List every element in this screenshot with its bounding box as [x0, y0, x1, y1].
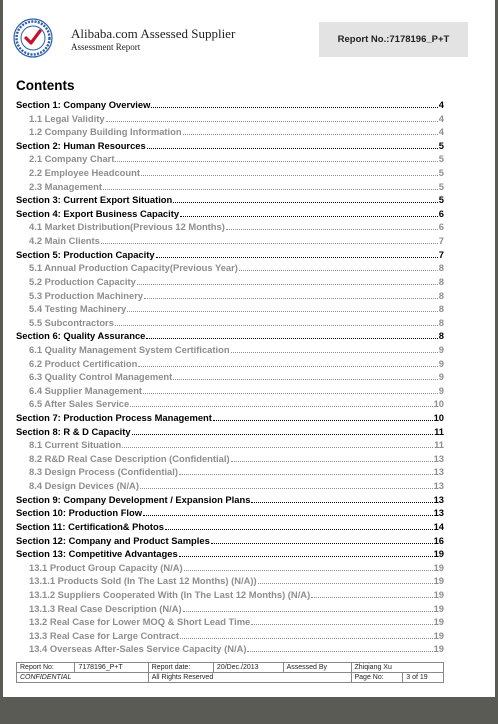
toc-entry-label: Section 2: Human Resources: [16, 139, 146, 151]
toc-entry-page: 19: [433, 548, 444, 560]
toc-subsection-entry[interactable]: [16, 302, 444, 316]
toc-section-entry[interactable]: [16, 411, 444, 425]
toc-dot-leader: [130, 397, 432, 407]
toc-dot-leader: [251, 615, 432, 625]
toc-dot-leader: [106, 112, 438, 122]
footer-page-no-value: 3 of 19: [403, 673, 444, 683]
toc-entry-page: 19: [433, 588, 444, 600]
toc-dot-leader: [231, 452, 433, 462]
toc-entry-label: Section 8: R & D Capacity: [16, 425, 131, 437]
toc-subsection-entry[interactable]: [16, 343, 444, 357]
toc-subsection-entry[interactable]: [16, 615, 444, 629]
page-footer: [16, 662, 444, 683]
toc-subsection-entry[interactable]: [16, 180, 444, 194]
toc-entry-page: 9: [438, 357, 444, 369]
toc-dot-leader: [179, 465, 433, 475]
toc-entry-label: 6.2 Product Certification: [29, 357, 138, 369]
toc-entry-page: 10: [433, 398, 444, 410]
toc-entry-label: Section 5: Production Capacity: [16, 248, 155, 260]
toc-entry-label: Section 6: Quality Assurance: [16, 330, 146, 342]
toc-subsection-entry[interactable]: [16, 642, 444, 656]
toc-subsection-entry[interactable]: [16, 289, 444, 303]
toc-dot-leader: [156, 248, 438, 258]
toc-entry-page: 19: [433, 602, 444, 614]
toc-section-entry[interactable]: [16, 98, 444, 112]
toc-entry-page: 8: [438, 316, 444, 328]
toc-entry-label: Section 7: Production Process Management: [16, 412, 212, 424]
toc-entry-page: 19: [433, 616, 444, 628]
toc-entry-page: 16: [433, 534, 444, 546]
toc-entry-label: 13.1.3 Real Case Description (N/A): [29, 602, 182, 614]
toc-entry-label: 1.1 Legal Validity: [29, 112, 105, 124]
toc-entry-label: Section 4: Export Business Capacity: [16, 207, 180, 219]
toc-entry-label: Section 1: Company Overview: [16, 99, 151, 110]
toc-entry-page: 8: [438, 330, 444, 342]
toc-subsection-entry[interactable]: [16, 112, 444, 126]
toc-subsection-entry[interactable]: [16, 370, 444, 384]
toc-entry-page: 9: [438, 343, 444, 355]
toc-section-entry[interactable]: [16, 547, 444, 561]
toc-entry-page: 9: [438, 384, 444, 396]
toc-dot-leader: [179, 547, 433, 557]
toc-subsection-entry[interactable]: [16, 561, 444, 575]
toc-entry-page: 13: [433, 493, 444, 505]
toc-dot-leader: [180, 629, 433, 639]
toc-dot-leader: [147, 139, 438, 149]
toc-section-entry[interactable]: [16, 493, 444, 507]
toc-entry-label: 2.1 Company Chart: [29, 153, 115, 165]
toc-subsection-entry[interactable]: [16, 452, 444, 466]
toc-dot-leader: [173, 193, 438, 203]
toc-entry-page: 8: [438, 303, 444, 315]
toc-entry-label: 5.3 Production Machinery: [29, 289, 144, 301]
toc-entry-label: 2.3 Management: [29, 180, 102, 192]
toc-dot-leader: [127, 302, 438, 312]
toc-subsection-entry[interactable]: [16, 152, 444, 166]
toc-entry-label: 8.2 R&D Real Case Description (Confidential): [29, 452, 230, 464]
toc-entry-label: 13.1 Product Group Capacity (N/A): [29, 561, 183, 573]
toc-entry-page: 4: [438, 99, 444, 110]
toc-entry-label: 5.5 Subcontractors: [29, 316, 114, 328]
toc-entry-label: Section 13: Competitive Advantages: [16, 548, 178, 560]
toc-entry-label: 2.2 Employee Headcount: [29, 167, 140, 179]
toc-entry-label: 5.1 Annual Production Capacity(Previous Year): [29, 262, 238, 274]
toc-entry-page: 13: [433, 507, 444, 519]
toc-subsection-entry[interactable]: [16, 397, 444, 411]
toc-subsection-entry[interactable]: [16, 602, 444, 616]
toc-subsection-entry[interactable]: [16, 574, 444, 588]
toc-section-entry[interactable]: [16, 425, 444, 439]
toc-entry-page: 8: [438, 275, 444, 287]
toc-subsection-entry[interactable]: [16, 166, 444, 180]
toc-subsection-entry[interactable]: [16, 629, 444, 643]
contents-heading: Contents: [16, 78, 75, 93]
toc-dot-leader: [138, 357, 437, 367]
toc-entry-label: 4.1 Market Distribution(Previous 12 Months): [29, 221, 225, 233]
toc-entry-page: 5: [438, 153, 444, 165]
footer-report-no-label: Report No:: [17, 663, 75, 673]
toc-subsection-entry[interactable]: [16, 275, 444, 289]
toc-subsection-entry[interactable]: [16, 316, 444, 330]
toc-entry-label: 1.2 Company Building Information: [29, 126, 182, 138]
company-title: Alibaba.com Assessed Supplier: [71, 26, 236, 41]
toc-entry-page: 5: [438, 139, 444, 151]
toc-entry-label: Section 9: Company Development / Expansion Plans: [16, 493, 251, 505]
table-of-contents: [16, 98, 444, 656]
footer-report-date-label: Report date:: [148, 663, 213, 673]
toc-subsection-entry[interactable]: [16, 234, 444, 248]
toc-dot-leader: [251, 493, 432, 503]
toc-dot-leader: [247, 642, 432, 652]
toc-subsection-entry[interactable]: [16, 357, 444, 371]
toc-entry-label: 13.1.1 Products Sold (In The Last 12 Months) (N/A)): [29, 575, 257, 587]
toc-subsection-entry[interactable]: [16, 384, 444, 398]
toc-entry-page: 5: [438, 180, 444, 192]
footer-confidential: CONFIDENTIAL: [17, 673, 149, 683]
toc-subsection-entry[interactable]: [16, 465, 444, 479]
toc-section-entry[interactable]: [16, 207, 444, 221]
footer-assessed-by-label: Assessed By: [283, 663, 351, 673]
footer-assessed-by-value: Zhiqiang Xu: [351, 663, 444, 673]
toc-entry-page: 11: [434, 439, 444, 451]
toc-entry-label: 13.4 Overseas After-Sales Service Capacity (N/A): [29, 643, 247, 655]
toc-section-entry[interactable]: [16, 506, 444, 520]
toc-dot-leader: [146, 329, 437, 339]
toc-entry-page: 7: [438, 248, 444, 260]
toc-subsection-entry[interactable]: [16, 220, 444, 234]
footer-page-no-label: Page No:: [351, 673, 403, 683]
toc-section-entry[interactable]: [16, 329, 444, 343]
toc-entry-page: 6: [438, 221, 444, 233]
toc-entry-page: 13: [433, 466, 444, 478]
footer-report-no-value: 7178196_P+T: [75, 663, 148, 673]
report-number-box: [319, 22, 468, 57]
toc-dot-leader: [183, 602, 433, 612]
footer-rights: All Rights Reserved: [148, 673, 351, 683]
toc-entry-page: 11: [434, 425, 444, 437]
toc-entry-label: 6.3 Quality Control Management: [29, 371, 173, 383]
toc-entry-label: Section 11: Certification& Photos: [16, 520, 164, 532]
toc-entry-label: 8.1 Current Situation: [29, 439, 122, 451]
toc-entry-label: 13.3 Real Case for Large Contract: [29, 629, 180, 641]
toc-dot-leader: [258, 574, 433, 584]
footer-report-date-value: 20/Dec./2013: [213, 663, 283, 673]
toc-dot-leader: [115, 316, 438, 326]
toc-entry-label: Section 12: Company and Product Samples: [16, 534, 210, 546]
assessed-supplier-badge-icon: [13, 18, 53, 58]
toc-entry-label: Section 10: Production Flow: [16, 507, 143, 519]
toc-entry-label: 8.3 Design Process (Confidential): [29, 466, 178, 478]
toc-dot-leader: [165, 520, 433, 530]
toc-dot-leader: [122, 438, 433, 448]
toc-entry-page: 8: [438, 289, 444, 301]
toc-dot-leader: [184, 561, 433, 571]
toc-entry-page: 19: [433, 629, 444, 641]
toc-section-entry[interactable]: [16, 248, 444, 262]
toc-entry-label: 5.2 Production Capacity: [29, 275, 136, 287]
toc-dot-leader: [132, 425, 433, 435]
toc-section-entry[interactable]: [16, 520, 444, 534]
toc-dot-leader: [311, 588, 432, 598]
toc-dot-leader: [180, 207, 438, 217]
toc-entry-page: 4: [438, 112, 444, 124]
toc-entry-label: 5.4 Testing Machinery: [29, 303, 127, 315]
toc-subsection-entry[interactable]: [16, 438, 444, 452]
toc-subsection-entry[interactable]: [16, 479, 444, 493]
toc-dot-leader: [173, 370, 438, 380]
toc-entry-label: 6.5 After Sales Service: [29, 398, 130, 410]
toc-entry-page: 14: [433, 520, 444, 532]
toc-section-entry[interactable]: [16, 534, 444, 548]
toc-dot-leader: [213, 411, 433, 421]
toc-subsection-entry[interactable]: [16, 588, 444, 602]
toc-dot-leader: [101, 234, 438, 244]
toc-entry-page: 5: [438, 194, 444, 206]
toc-dot-leader: [140, 479, 433, 489]
toc-entry-page: 5: [438, 167, 444, 179]
toc-dot-leader: [103, 180, 438, 190]
toc-entry-label: 4.2 Main Clients: [29, 235, 100, 247]
toc-dot-leader: [141, 166, 438, 176]
toc-entry-label: 6.4 Supplier Management: [29, 384, 143, 396]
toc-dot-leader: [137, 275, 438, 285]
toc-dot-leader: [151, 98, 437, 108]
toc-entry-label: 13.1.2 Suppliers Cooperated With (In The Last 12 Months) (N/A): [29, 588, 311, 600]
toc-dot-leader: [183, 125, 438, 135]
toc-entry-label: 13.2 Real Case for Lower MOQ & Short Lead Time: [29, 616, 251, 628]
toc-subsection-entry[interactable]: [16, 261, 444, 275]
toc-entry-page: 8: [438, 262, 444, 274]
toc-dot-leader: [143, 506, 433, 516]
toc-subsection-entry[interactable]: [16, 125, 444, 139]
toc-dot-leader: [211, 534, 433, 544]
toc-dot-leader: [144, 289, 438, 299]
toc-dot-leader: [239, 261, 438, 271]
report-subtitle: Assessment Report: [71, 42, 141, 52]
toc-dot-leader: [231, 343, 438, 353]
toc-dot-leader: [226, 220, 438, 230]
report-page: [3, 0, 495, 697]
toc-entry-page: 19: [433, 575, 444, 587]
toc-entry-page: 19: [433, 561, 444, 573]
report-number: Report No.:7178196_P+T: [337, 34, 450, 45]
toc-section-entry[interactable]: [16, 139, 444, 153]
toc-dot-leader: [143, 384, 438, 394]
toc-entry-label: 8.4 Design Devices (N/A): [29, 480, 139, 492]
toc-entry-page: 4: [438, 126, 444, 138]
toc-entry-page: 19: [433, 643, 444, 655]
toc-entry-page: 10: [433, 412, 444, 424]
toc-dot-leader: [115, 152, 437, 162]
toc-entry-label: 6.1 Quality Management System Certification: [29, 343, 230, 355]
toc-entry-label: Section 3: Current Export Situation: [16, 194, 173, 206]
toc-entry-page: 7: [438, 235, 444, 247]
toc-entry-page: 9: [438, 371, 444, 383]
report-header: [3, 0, 495, 62]
toc-section-entry[interactable]: [16, 193, 444, 207]
toc-entry-page: 6: [438, 207, 444, 219]
toc-entry-page: 13: [433, 480, 444, 492]
toc-entry-page: 13: [433, 452, 444, 464]
